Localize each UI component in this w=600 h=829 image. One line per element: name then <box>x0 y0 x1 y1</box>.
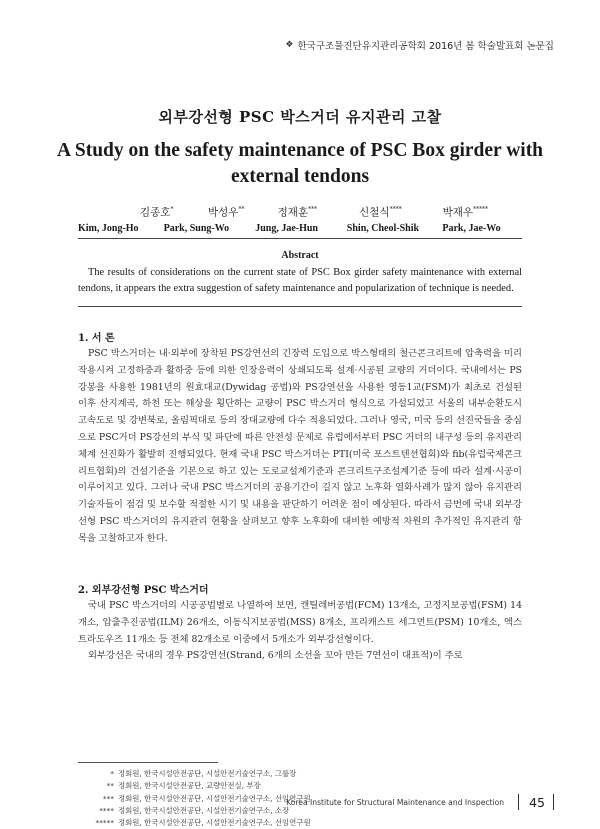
divider <box>78 238 522 239</box>
footnote: ** 정회원, 한국시설안전공단, 교량안전실, 부장 <box>106 781 261 791</box>
title-korean: 외부강선형 PSC 박스거더 유지관리 고찰 <box>158 108 442 126</box>
author-en: Jung, Jae-Hun <box>255 222 318 234</box>
author-ko: 박재우***** <box>442 206 488 219</box>
page-footer <box>286 794 554 810</box>
divider <box>78 306 522 307</box>
author-en: Kim, Jong-Ho <box>78 222 139 234</box>
author-en: Park, Sung-Wo <box>163 222 230 234</box>
footnote: **** 정회원, 한국시설안전공단, 시설안전기술연구소, 소장 <box>99 805 290 815</box>
page-number: 45 <box>529 794 545 810</box>
running-head <box>285 38 554 52</box>
author-ko: 김종호* <box>140 206 174 219</box>
author-ko: 정재훈*** <box>277 206 318 219</box>
title-english: A Study on the safety maintenance of PSC Box girder with external tendons <box>56 140 544 187</box>
footer-divider <box>553 794 554 810</box>
author-en: Park, Jae-Wo <box>442 222 501 234</box>
footnote: ***** 정회원, 한국시설안전공단, 시설안전기술연구소, 선임연구원 <box>95 818 311 828</box>
footer-divider <box>518 794 519 810</box>
paragraph: PSC 박스거더는 내·외부에 장착된 PS강연선의 긴장력 도입으로 박스형태의 철근콘크리트에 압축력을 미리 작용시켜 고정하중과 활하중 등에 의한 인장응력이 상쇄되도록 설계·시공된 교량의 거더이다. 국내에서는 PS강봉을 사용한 1981년의 원효대교(Dywidag 공법)와 PS강연선을 사용한 영동1교(FSM)가 최초로 건설된 이후 산지계곡, 하천 또는 해상을 횡단하는 교량이 PSC 박스거더 형식으로 가설되었고 서울의 내부순환도시고속도로 및 강변북로, 올림픽대로 등의 장대교량에 다수 적용되었다. 그러나 영국, 미국 등의 선진국들을 중심으로 PSC거더 PS강선의 부식 및 파단에 따른 안전성 문제로 유럽에서부터 PSC 거더의 내구성 등의 유지관리체계 선진화가 활발히 진행되었다. 현재 국내 PSC 박스거더는 PTI(미국 포스트텐션협회)와 fib(유럽국제콘크리트협회)의 건설기준을 기본으로 하고 있는 도로교설계기준과 콘크리트구조설계기준 등에 따라 설계·시공이 이루어지고 있다. 그러나 국내 PSC 박스거더의 공용기간이 길지 않고 노후화 열화사례가 많지 않아 유지관리 기술자들이 점검 및 보수할 적절한 시기 및 내용을 판단하기 어려운 점이 예상된다. 따라서 금번에 국내 외부강선형 PSC 박스거더의 유지관리 현황을 살펴보고 향후 노후화에 대비한 예방적 차원의 추가적인 유지관리 항목을 고찰하고자 한다. <box>78 348 522 544</box>
section-heading: 2. 외부강선형 PSC 박스거더 <box>78 585 209 596</box>
author-ko: 박성우** <box>208 206 245 219</box>
abstract-heading: Abstract <box>281 250 319 261</box>
author-block <box>78 202 522 236</box>
paragraph: 국내 PSC 박스거더의 시공공법별로 나열하여 보면, 캔틸레버공법(FCM) 13개소, 고정지보공법(FSM) 14개소, 압출추진공법(ILM) 26개소, 이동식지보공법(MSS) 8개소, 프리캐스트 세그먼트(PSM) 10개소, 엑스트라도우즈 11개소 등 전체 82개소로 이중에서 5개소가 외부강선형이다. <box>78 600 522 645</box>
footer-institute: Korea Institute for Structural Maintenance and Inspection <box>286 797 505 807</box>
author-names-english <box>78 221 522 236</box>
abstract-text: The results of considerations on the current state of PSC Box girder safety maintenance with external tendons, it appears the extra suggestion of safety maintenance and popularization of technique is needed. <box>78 267 522 294</box>
paragraph: 외부강선은 국내의 경우 PS강연선(Strand, 6개의 소선을 꼬아 만든 7연선이 대표적)이 주로 <box>88 650 463 661</box>
footnote: * 정회원, 한국시설안전공단, 시설안전기술연구소, 그룹장 <box>110 769 297 778</box>
section-heading: 1. 서 론 <box>78 333 115 344</box>
sparkle-icon: ❖ <box>285 40 294 50</box>
running-head-text: 한국구조물진단유지관리공학회 2016년 봄 학술발표회 논문집 <box>297 41 554 52</box>
author-names-korean <box>78 202 522 221</box>
footnote-divider <box>78 762 218 763</box>
footnote: *** 정회원, 한국시설안전공단, 시설안전기술연구소, 선임연구원 <box>102 793 311 803</box>
author-en: Shin, Cheol-Shik <box>346 222 420 234</box>
author-ko: 신철식**** <box>359 206 402 219</box>
